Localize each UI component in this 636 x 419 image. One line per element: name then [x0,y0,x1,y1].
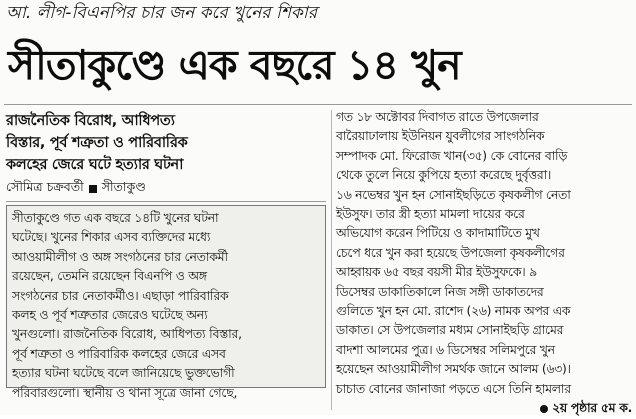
body-line: গত ১৮ অক্টোবর দিবাগত রাতে উপজেলার [336,110,539,124]
lead-line: সীতাকুণ্ডে গত এক বছরে ১৪টি খুনের ঘটনা [12,211,219,225]
body-line: বাদশা আলমের পুত্র। ৬ ডিসেম্বর সলিমপুরে খুন [336,342,555,357]
column-rule [331,110,332,410]
lead-line: রয়েছেন, তেমনি রয়েছেন বিএনপি ও অঙ্গ [12,269,207,284]
body-line: বারৈয়াঢালায় ইউনিয়ন যুবলীগের সাংগঠনিক [336,129,545,144]
body-line: হয়েছেন আওয়ামীলীগ সমর্থক জানে আলম (৬৩)। [336,362,571,377]
bullet-icon [540,405,548,413]
byline-location: সীতাকুণ্ড [101,179,146,194]
byline-separator-square [89,185,97,193]
headline-divider [4,104,632,105]
lead-line: সংগঠনের চার নেতাকর্মীও। এছাড়া পারিবারিক [12,288,229,303]
body-line: ১৬ নভেম্বর খুন হন সোনাইছড়িতে কৃষকলীগ নেতা [336,187,571,202]
byline-author: সৌমিত্র চক্রবর্তী [6,179,84,194]
lead-line: আওয়ামীলীগ ও অঙ্গ সংগঠনের চার নেতাকর্মী [12,249,228,264]
left-column [6,110,326,400]
body-line: সম্পাদক মো. ফিরোজ খান(৩৫) কে বোনের বাড়ি [336,148,568,163]
lead-line: হত্যার ঘটনা ঘটেছে বলে জানিয়েছে ভুক্তভোগী [12,366,235,381]
body-line: ডিসেম্বর ডাকাতিকালে নিজ সঙ্গী ডাকাতদের [336,284,544,299]
body-line: চেপে ধরে খুন করা হয়েছে উপজেলা কৃষকলীগের [336,245,565,260]
body-line: ডাকাত। সে উপজেলার মধ্যম সোনাইছড়ি গ্রামের [336,323,564,338]
byline-rule [6,201,326,202]
body-line: ইউসুফ। তার স্ত্রী হত্যা মামলা দায়ের করে [336,207,525,222]
continuation-line [336,399,632,418]
lead-line: কলহ ও পূর্ব শত্রুতার জেরেও ঘটেছে অন্য [12,308,208,323]
body-line: আহ্বায়ক ৬৫ বছর বয়সী মীর ইউসুফকে। ৯ [336,265,537,280]
body-line: অভিযোগ করেন পিটিয়ে ও কাদামাটিতে মুখ [336,226,540,241]
subheadline-line: রাজনৈতিক বিরোধ, আধিপত্য [6,113,175,129]
right-column [336,108,632,419]
lead-line: পূর্ব শত্রুতা ও পারিবারিক কলহের জেরে এসব [12,346,226,361]
headline: সীতাকুণ্ডে এক বছরে ১৪ খুন [8,41,461,89]
lead-paragraph-box [6,205,326,400]
continuation-text: ২য় পৃষ্ঠার ৫ম ক. [552,401,632,416]
kicker-line: আ. লীগ-বিএনপির চার জন করে খুনের শিকার [6,3,318,23]
body-line: থেকে তুলে নিয়ে কুপিয়ে হত্যা করেছে দুর্বৃত্তরা। [336,168,552,183]
subheadline-line: কলহের জেরে ঘটে হত্যার ঘটনা [6,157,184,173]
lead-line: ঘটেছে। খুনের শিকার এসব ব্যক্তিদের মধ্যে [12,230,211,245]
lead-line: পরিবারগুলো। স্থানীয় ও থানা সূত্রে জানা গেছে, [12,385,238,400]
byline [6,178,326,200]
lead-line: খুনগুলো। রাজনৈতিক বিরোধ, আধিপত্য বিস্তার, [12,327,242,342]
subheadline-line: বিস্তার, পূর্ব শত্রুতা ও পারিবারিক [6,135,188,151]
body-line: চাচাত বোনের জানাজা পড়তে এসে তিনি হামলার [336,381,571,396]
body-line: গুলিতে খুন হন মো. রাশেদ (২৬) নামক অপর এক [336,304,571,319]
